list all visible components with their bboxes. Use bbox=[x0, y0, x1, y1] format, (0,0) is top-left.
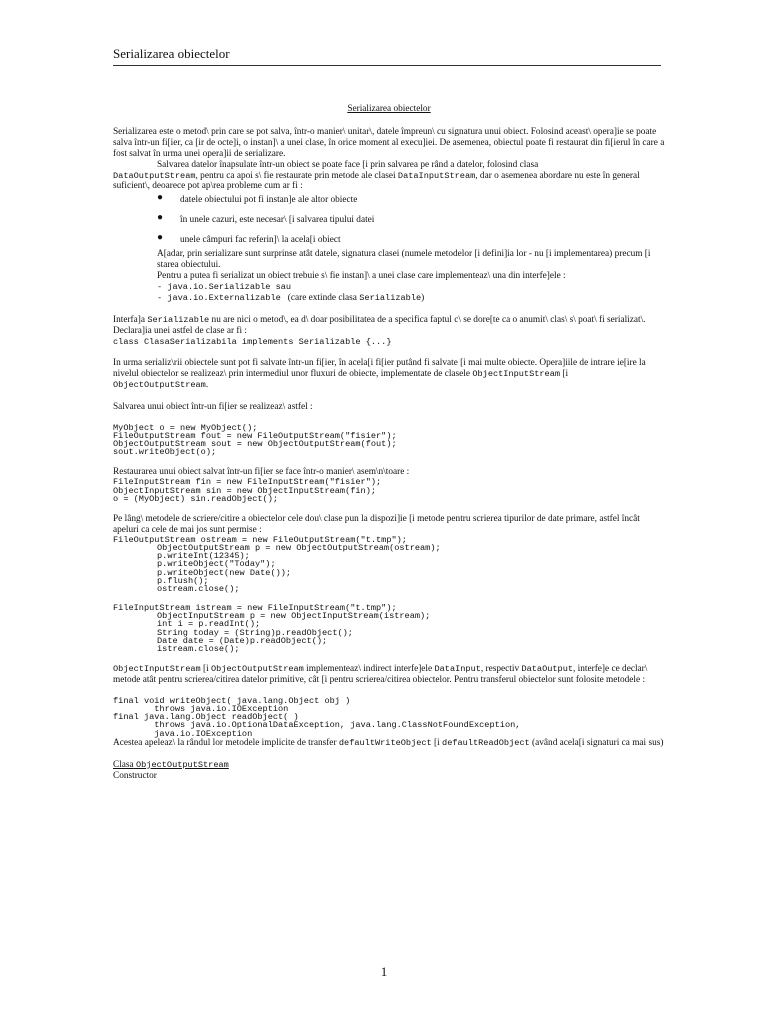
code-line: throws java.io.IOException bbox=[113, 704, 289, 715]
text-run: Salvarea datelor înapsulate într-un obiect se poate face [i prin salvarea pe rând a datelor, folosind clasa bbox=[157, 159, 539, 170]
text-run: Acestea apeleaz\ la rândul lor metodele implicite de transfer bbox=[113, 737, 337, 748]
text-run: . bbox=[205, 380, 209, 391]
streams-paragraph bbox=[113, 358, 665, 391]
code-line: p.writeObject(new Date()); bbox=[157, 567, 292, 578]
section-subheading: Constructor bbox=[113, 770, 157, 781]
code-line: FileInputStream istream = new FileInputStream("t.tmp"); bbox=[113, 603, 397, 614]
code-ref-serializable: Serializable bbox=[147, 314, 210, 325]
text-run: ) bbox=[421, 292, 425, 303]
code-line: FileInputStream fin = new FileInputStream("fisier"); bbox=[113, 477, 382, 488]
list-item: ● unele câmpuri fac referin]\ la acela[i obiect bbox=[113, 235, 665, 255]
summary-paragraph: A[adar, prin serializare sunt surprinse atât datele, signatura clasei (numele metodelor [i defini]ia lor - nu [i implementarea) precum [i starea obiectului. bbox=[157, 249, 651, 271]
text-run: [i bbox=[562, 369, 569, 380]
code-ref-dataoutput: DataOutput bbox=[521, 664, 574, 675]
serializable-paragraph bbox=[113, 315, 665, 337]
text-run: Clasa bbox=[113, 759, 134, 770]
text-run: , pentru ca apoi s\ fie restaurate prin metode ale clasei bbox=[195, 170, 396, 181]
code-line: o = (MyObject) sin.readObject(); bbox=[113, 493, 279, 504]
text-run: , interfe]e ce declar\ metode atât pentru scrierea/citirea datelor primitive, cât [i pentru scrierea/citirea obiectelor. Pentru transferul obiectelor sunt folosite metodele : bbox=[113, 664, 648, 686]
restore-intro: Restaurarea unui obiect salvat într-un fi[ier se face într-o manier\ asem\n\toare : bbox=[113, 467, 410, 478]
code-ref-objectoutputstream: ObjectOutputStream bbox=[113, 380, 206, 391]
save-intro: Salvarea unui obiect într-un fi[ier se realizeaz\ astfel : bbox=[113, 401, 313, 412]
document-body bbox=[113, 104, 665, 781]
header-rule bbox=[113, 65, 661, 66]
code-block-read bbox=[113, 604, 665, 653]
code-line: ObjectOutputStream sout = new ObjectOutputStream(fout); bbox=[113, 439, 397, 450]
code-block-write bbox=[113, 536, 665, 593]
intro-paragraph-2 bbox=[113, 160, 665, 171]
code-line: p.writeInt(12345); bbox=[157, 551, 250, 562]
document-title: Serializarea obiectelor bbox=[347, 104, 431, 114]
page-number: 1 bbox=[380, 964, 388, 979]
code-ref-objectoutputstream: ObjectOutputStream bbox=[211, 664, 304, 675]
text-run: , respectiv bbox=[480, 664, 520, 675]
interfaces-paragraph: Pentru a putea fi serializat un obiect trebuie s\ fie instan]\ a unei clase care implementeaz\ una din interfe]ele : bbox=[157, 271, 566, 282]
code-line: final java.lang.Object readObject( ) bbox=[113, 712, 299, 723]
text-run: implementeaz\ indirect interfe]ele bbox=[306, 664, 433, 675]
code-line: Date date = (Date)p.readObject(); bbox=[157, 635, 328, 646]
interface-externalizable: - java.io.Externalizable bbox=[157, 292, 281, 303]
code-ref-dataoutputstream: DataOutputStream bbox=[113, 170, 196, 181]
code-ref-serializable: Serializable bbox=[359, 292, 422, 303]
section-heading bbox=[113, 760, 665, 771]
code-line: ObjectInputStream p = new ObjectInputStream(istream); bbox=[157, 611, 431, 622]
primitives-paragraph: Pe lâng\ metodele de scriere/citire a obiectelor cele dou\ clase pun la dispozi]ie [i metode pentru scrierea tipurilor de date primare, astfel încât apeluri ca cele de mai jos sunt permise : bbox=[113, 513, 640, 535]
text-run: Interfa]a bbox=[113, 314, 145, 325]
code-line: java.io.IOException bbox=[113, 728, 253, 739]
code-line: final void writeObject( java.lang.Object obj ) bbox=[113, 695, 351, 706]
text-run: [i bbox=[203, 664, 209, 675]
code-line: p.writeObject("Today"); bbox=[157, 559, 276, 570]
code-ref-datainputstream: DataInputStream bbox=[397, 170, 476, 181]
intro-paragraph: Serializarea este o metod\ prin care se pot salva, într-o manier\ unitar\, datele împreun\ cu signatura unui obiect. Folosind aceast\ opera]ie se poate salva într-un fi[ier, ca [ir de octe]i, o instan]\ a unei clase, în orice moment al execu]iei. De asemenea, obiectul poate fi restaurat din fi[ierul în care a fost salvat în urma unei opera]ii de serializare. bbox=[113, 126, 665, 159]
code-line: p.flush(); bbox=[157, 575, 209, 586]
text-run: In urma serializ\rii obiectele sunt pot fi salvate într-un fi[ier, în acela[i fi[ier putând fi salvate [i mai multe obiecte. Opera]iile de intrare ie[ire la nivelul obiectelor se realizeaz\ prin intermediul unor fluxuri de obiecte, implementate de clasele bbox=[113, 358, 646, 380]
interface-externalizable-line bbox=[113, 293, 665, 304]
code-line: String today = (String)p.readObject(); bbox=[157, 627, 353, 638]
class-declaration: class ClasaSerializabila implements Serializable {...} bbox=[113, 336, 392, 347]
problems-list bbox=[113, 195, 665, 255]
code-ref-objectinputstream: ObjectInputStream bbox=[472, 369, 561, 380]
code-line: throws java.io.OptionalDataException, java.lang.ClassNotFoundException, bbox=[113, 720, 521, 731]
code-ref-datainput: DataInput bbox=[434, 664, 481, 675]
intro-paragraph-2-cont bbox=[113, 171, 665, 193]
code-ref-defaultwriteobject: defaultWriteObject bbox=[338, 737, 432, 748]
code-ref-objectoutputstream: ObjectOutputStream bbox=[135, 759, 229, 770]
text-run: nu are nici o metod\, ea d\ doar posibilitatea de a specifica faptul c\ se dore[te ca o anumit\ clas\ s\ poat\ fi serializat\. Declara]ia unei astfel de clase ar fi : bbox=[113, 314, 646, 336]
code-block-save bbox=[113, 424, 665, 457]
code-line: ostream.close(); bbox=[157, 583, 240, 594]
text-run: [i bbox=[434, 737, 440, 748]
code-line: sout.writeObject(o); bbox=[113, 447, 217, 458]
datainput-paragraph bbox=[113, 664, 665, 686]
running-header: Serializarea obiectelor bbox=[113, 46, 230, 61]
code-line: ObjectOutputStream p = new ObjectOutputStream(ostream); bbox=[157, 542, 441, 553]
code-ref-defaultreadobject: defaultReadObject bbox=[442, 737, 530, 748]
code-ref-objectinputstream: ObjectInputStream bbox=[113, 664, 201, 675]
code-line: FileOutputStream ostream = new FileOutputStream("t.tmp"); bbox=[113, 534, 407, 545]
code-line: ObjectInputStream sin = new ObjectInputStream(fin); bbox=[113, 485, 377, 496]
interface-serializable: - java.io.Serializable sau bbox=[157, 282, 292, 293]
list-item: ● datele obiectului pot fi instan]e ale altor obiecte bbox=[113, 195, 665, 215]
code-line: istream.close(); bbox=[157, 644, 240, 655]
code-line: MyObject o = new MyObject(); bbox=[113, 422, 258, 433]
text-run: , dar o asemenea abordare nu este în general suficient\, deoarece pot ap\rea probleme cum ar fi : bbox=[113, 170, 640, 192]
default-methods-paragraph bbox=[113, 738, 665, 749]
text-run: (având acela[i signaturi ca mai sus) bbox=[532, 737, 664, 748]
code-block-restore bbox=[113, 478, 665, 503]
code-line: int i = p.readInt(); bbox=[157, 619, 261, 630]
list-item: ● în unele cazuri, este necesar\ [i salvarea tipului datei bbox=[113, 215, 665, 235]
code-line: FileOutputStream fout = new FileOutputStream("fisier"); bbox=[113, 430, 397, 441]
code-block-methods bbox=[113, 697, 665, 738]
text-run: (care extinde clasa bbox=[287, 292, 357, 303]
